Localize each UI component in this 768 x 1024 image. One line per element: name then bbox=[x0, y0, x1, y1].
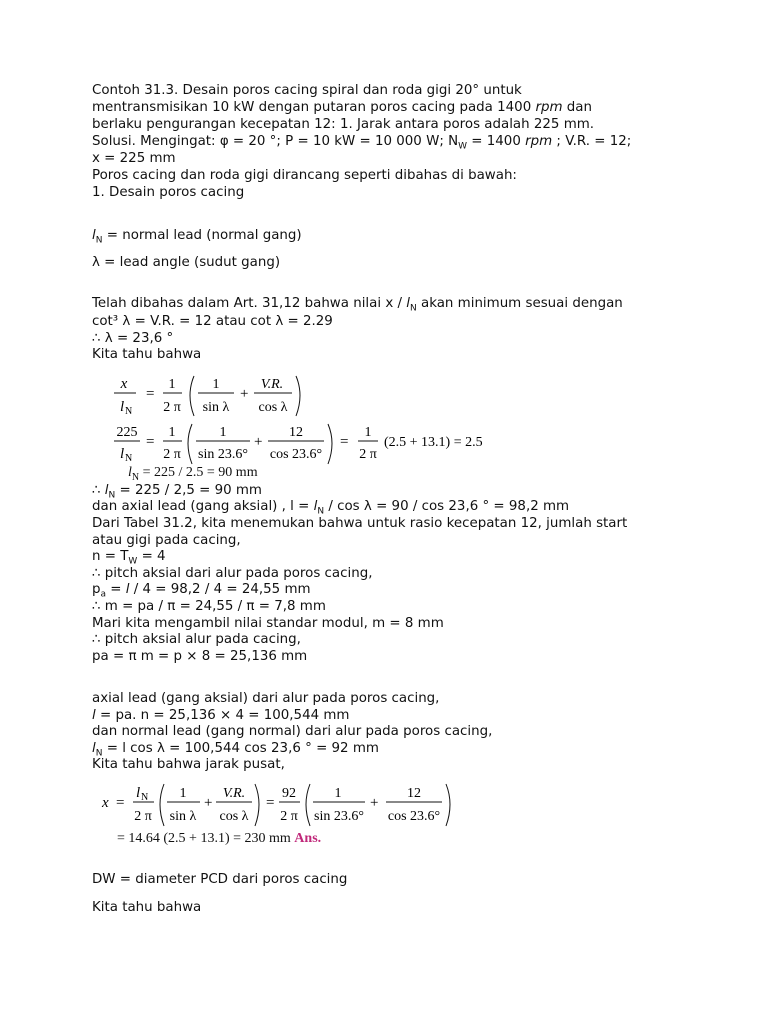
svg-text:N: N bbox=[141, 792, 149, 803]
svg-text:x: x bbox=[120, 376, 128, 392]
equation-5: = 14.64 (2.5 + 13.1) = 230 mm Ans. bbox=[117, 831, 322, 846]
text-line: atau gigi pada cacing, bbox=[92, 533, 241, 548]
svg-text:V.R.: V.R. bbox=[222, 786, 246, 801]
svg-text:sin 23.6°: sin 23.6° bbox=[314, 809, 364, 824]
text-line: Mari kita mengambil nilai standar modul, m = 8 mm bbox=[92, 616, 444, 631]
text-line: dan normal lead (gang normal) dari alur pada poros cacing, bbox=[92, 724, 493, 739]
svg-text:2 π: 2 π bbox=[163, 400, 181, 415]
text-line: ∴ m = pa / π = 24,55 / π = 7,8 mm bbox=[92, 599, 326, 614]
svg-text:=: = bbox=[340, 434, 349, 450]
equation-4 bbox=[100, 780, 470, 835]
text-line: x = 225 mm bbox=[92, 151, 176, 166]
svg-text:2 π: 2 π bbox=[359, 447, 377, 462]
svg-text:92: 92 bbox=[282, 786, 296, 801]
svg-text:+: + bbox=[254, 434, 263, 450]
answer-label: Ans. bbox=[294, 831, 322, 846]
text-line: ∴ pitch aksial dari alur pada poros cacing, bbox=[92, 566, 373, 581]
svg-text:2 π: 2 π bbox=[163, 447, 181, 462]
equation-3: $l_N = 225 / 2.5 = 90$ mm bbox=[128, 465, 258, 483]
svg-text:1: 1 bbox=[179, 786, 187, 801]
svg-text:=: = bbox=[116, 795, 125, 811]
svg-text:sin λ: sin λ bbox=[202, 400, 230, 415]
svg-text:+: + bbox=[370, 795, 379, 811]
text-line: berlaku pengurangan kecepatan 12: 1. Jarak antara poros adalah 225 mm. bbox=[92, 117, 595, 132]
svg-text:sin 23.6°: sin 23.6° bbox=[198, 447, 248, 462]
text-line: Dari Tabel 31.2, kita menemukan bahwa untuk rasio kecepatan 12, jumlah start bbox=[92, 516, 628, 531]
svg-text:=: = bbox=[146, 386, 155, 402]
text-line: Kita tahu bahwa bbox=[92, 900, 202, 915]
text-line: DW = diameter PCD dari poros cacing bbox=[92, 872, 348, 887]
svg-text:+: + bbox=[204, 795, 213, 811]
text-line: ∴ pitch aksial alur pada cacing, bbox=[92, 632, 301, 647]
svg-text:1: 1 bbox=[212, 377, 220, 392]
svg-text:cos 23.6°: cos 23.6° bbox=[387, 809, 441, 824]
text-line: $l_N$ = normal lead (normal gang) bbox=[92, 228, 302, 246]
text-line: $l_N = l$ cos λ = 100,544 cos 23,6 ° = 92 mm bbox=[92, 741, 379, 759]
text-line: l = pa. n = 25,136 × 4 = 100,544 mm bbox=[92, 708, 350, 723]
text-line: Kita tahu bahwa jarak pusat, bbox=[92, 757, 285, 772]
svg-text:+: + bbox=[240, 386, 249, 402]
text-line: ∴ λ = 23,6 ° bbox=[92, 331, 174, 346]
svg-text:12: 12 bbox=[289, 425, 303, 440]
svg-text:x: x bbox=[102, 795, 109, 811]
svg-text:(2.5 + 13.1) = 2.5: (2.5 + 13.1) = 2.5 bbox=[384, 435, 483, 450]
text-line: dan axial lead (gang aksial) , $l = l_N / \cos \lambda = 90 / \cos 23,6$ ° = 98,2 mm bbox=[92, 499, 570, 517]
text-line: Telah dibahas dalam Art. 31,12 bahwa nilai x / $l_N$ akan minimum sesuai dengan bbox=[92, 296, 623, 314]
svg-text:V.R.: V.R. bbox=[260, 377, 284, 392]
svg-text:=: = bbox=[146, 434, 155, 450]
svg-text:1: 1 bbox=[334, 786, 342, 801]
text-line: mentransmisikan 10 kW dengan putaran poros cacing pada 1400 rpm dan bbox=[92, 100, 592, 115]
text-line: ∴ $l_N = 225 / 2,5 = 90$ mm bbox=[92, 483, 262, 501]
svg-text:=: = bbox=[266, 795, 275, 811]
svg-text:1: 1 bbox=[219, 425, 227, 440]
svg-text:1: 1 bbox=[168, 377, 176, 392]
text-line: axial lead (gang aksial) dari alur pada poros cacing, bbox=[92, 691, 440, 706]
svg-text:12: 12 bbox=[407, 786, 421, 801]
svg-text:l: l bbox=[136, 785, 141, 801]
svg-text:N: N bbox=[125, 453, 133, 464]
text-line: 1. Desain poros cacing bbox=[92, 185, 245, 200]
svg-text:225: 225 bbox=[116, 425, 138, 440]
svg-text:cos 23.6°: cos 23.6° bbox=[269, 447, 323, 462]
svg-text:1: 1 bbox=[168, 425, 176, 440]
svg-text:N: N bbox=[125, 406, 133, 417]
equation-1 bbox=[108, 370, 318, 427]
svg-text:l: l bbox=[120, 399, 125, 415]
text-line: Kita tahu bahwa bbox=[92, 347, 202, 362]
text-line: Solusi. Mengingat: φ = 20 °; P = 10 kW = 10 000 W; $N_W = 1400$ rpm ; V.R. = 12; bbox=[92, 134, 632, 152]
text-line: λ = lead angle (sudut gang) bbox=[92, 255, 281, 270]
svg-text:cos λ: cos λ bbox=[219, 809, 249, 824]
svg-text:l: l bbox=[120, 446, 125, 462]
svg-text:cos λ: cos λ bbox=[258, 400, 288, 415]
text-line: $n = T_W = 4$ bbox=[92, 549, 166, 567]
svg-text:1: 1 bbox=[364, 425, 372, 440]
text-line: pa = π m = p × 8 = 25,136 mm bbox=[92, 649, 308, 664]
text-line: Contoh 31.3. Desain poros cacing spiral dan roda gigi 20° untuk bbox=[92, 83, 522, 98]
svg-text:2 π: 2 π bbox=[280, 809, 298, 824]
svg-text:2 π: 2 π bbox=[134, 809, 152, 824]
text-line: $p_a = l / 4 = 98,2 / 4 = 24,55$ mm bbox=[92, 582, 311, 600]
svg-text:sin λ: sin λ bbox=[169, 809, 197, 824]
text-line: cot³ λ = V.R. = 12 atau cot λ = 2.29 bbox=[92, 314, 333, 329]
text-line: Poros cacing dan roda gigi dirancang seperti dibahas di bawah: bbox=[92, 168, 517, 183]
